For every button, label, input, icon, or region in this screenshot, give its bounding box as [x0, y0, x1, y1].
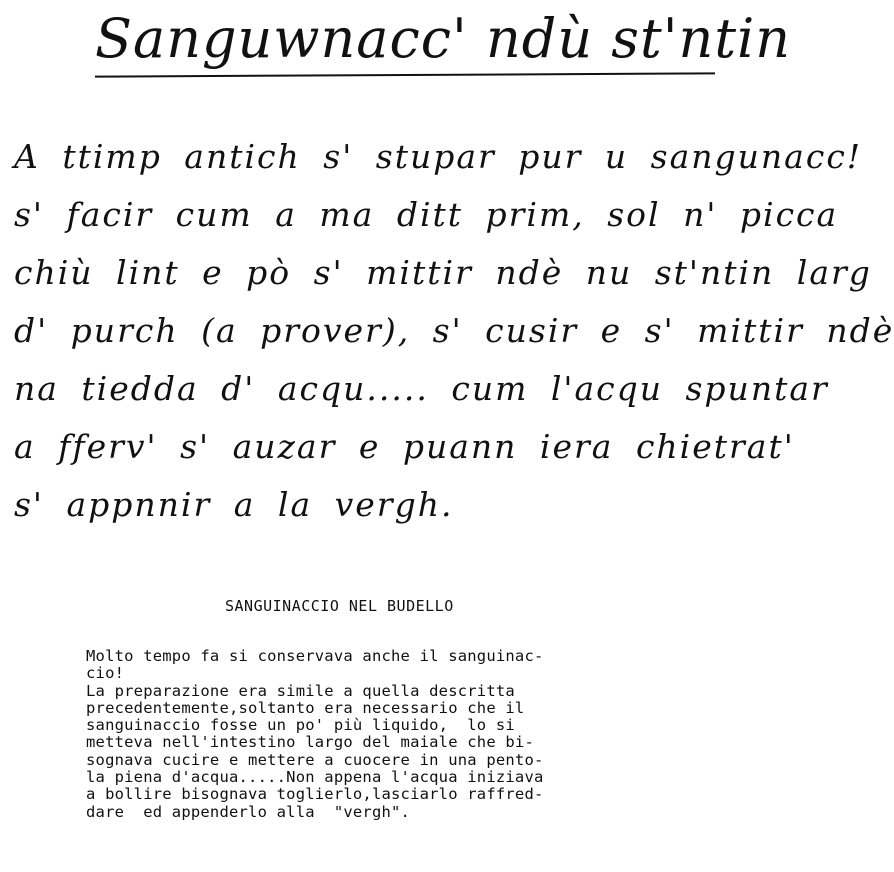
typed-line: precedentemente,soltanto era necessario che il [86, 698, 525, 717]
typed-line: a bollire bisognava toglierlo,lasciarlo raffred- [86, 785, 544, 804]
typed-line: metteva nell'intestino largo del maiale che bi- [86, 733, 534, 752]
typed-italian-text [86, 648, 544, 821]
handwritten-line: s' appnnir a la vergh. [14, 485, 454, 524]
handwritten-line: s' facir cum a ma ditt prim, sol n' picca [14, 195, 839, 234]
handwritten-line: d' purch (a prover), s' cusir e s' mittir ndè [14, 311, 894, 350]
handwritten-line: A ttimp antich s' stupar pur u sangunacc! [14, 137, 863, 176]
typed-line: sognava cucire e mettere a cuocere in una pento- [86, 750, 544, 769]
handwritten-title: Sanguwnacc' ndù st'ntin [95, 7, 792, 70]
handwritten-dialect-text [14, 128, 894, 534]
typed-title: SANGUINACCIO NEL BUDELLO [225, 597, 454, 615]
typed-line: La preparazione era simile a quella descritta [86, 681, 515, 700]
typed-line: sanguinaccio fosse un po' più liquido, lo si [86, 716, 515, 735]
typed-line: cio! [86, 664, 125, 683]
typed-line: dare ed appenderlo alla "vergh". [86, 802, 411, 821]
handwritten-line: na tiedda d' acqu..... cum l'acqu spuntar [14, 369, 829, 408]
handwritten-line: chiù lint e pò s' mittir ndè nu st'ntin larg [14, 253, 872, 292]
handwritten-line: a fferv' s' auzar e puann iera chietrat' [14, 427, 795, 466]
typed-line: Molto tempo fa si conservava anche il sanguinac- [86, 647, 544, 665]
typed-line: la piena d'acqua.....Non appena l'acqua iniziava [86, 768, 544, 787]
